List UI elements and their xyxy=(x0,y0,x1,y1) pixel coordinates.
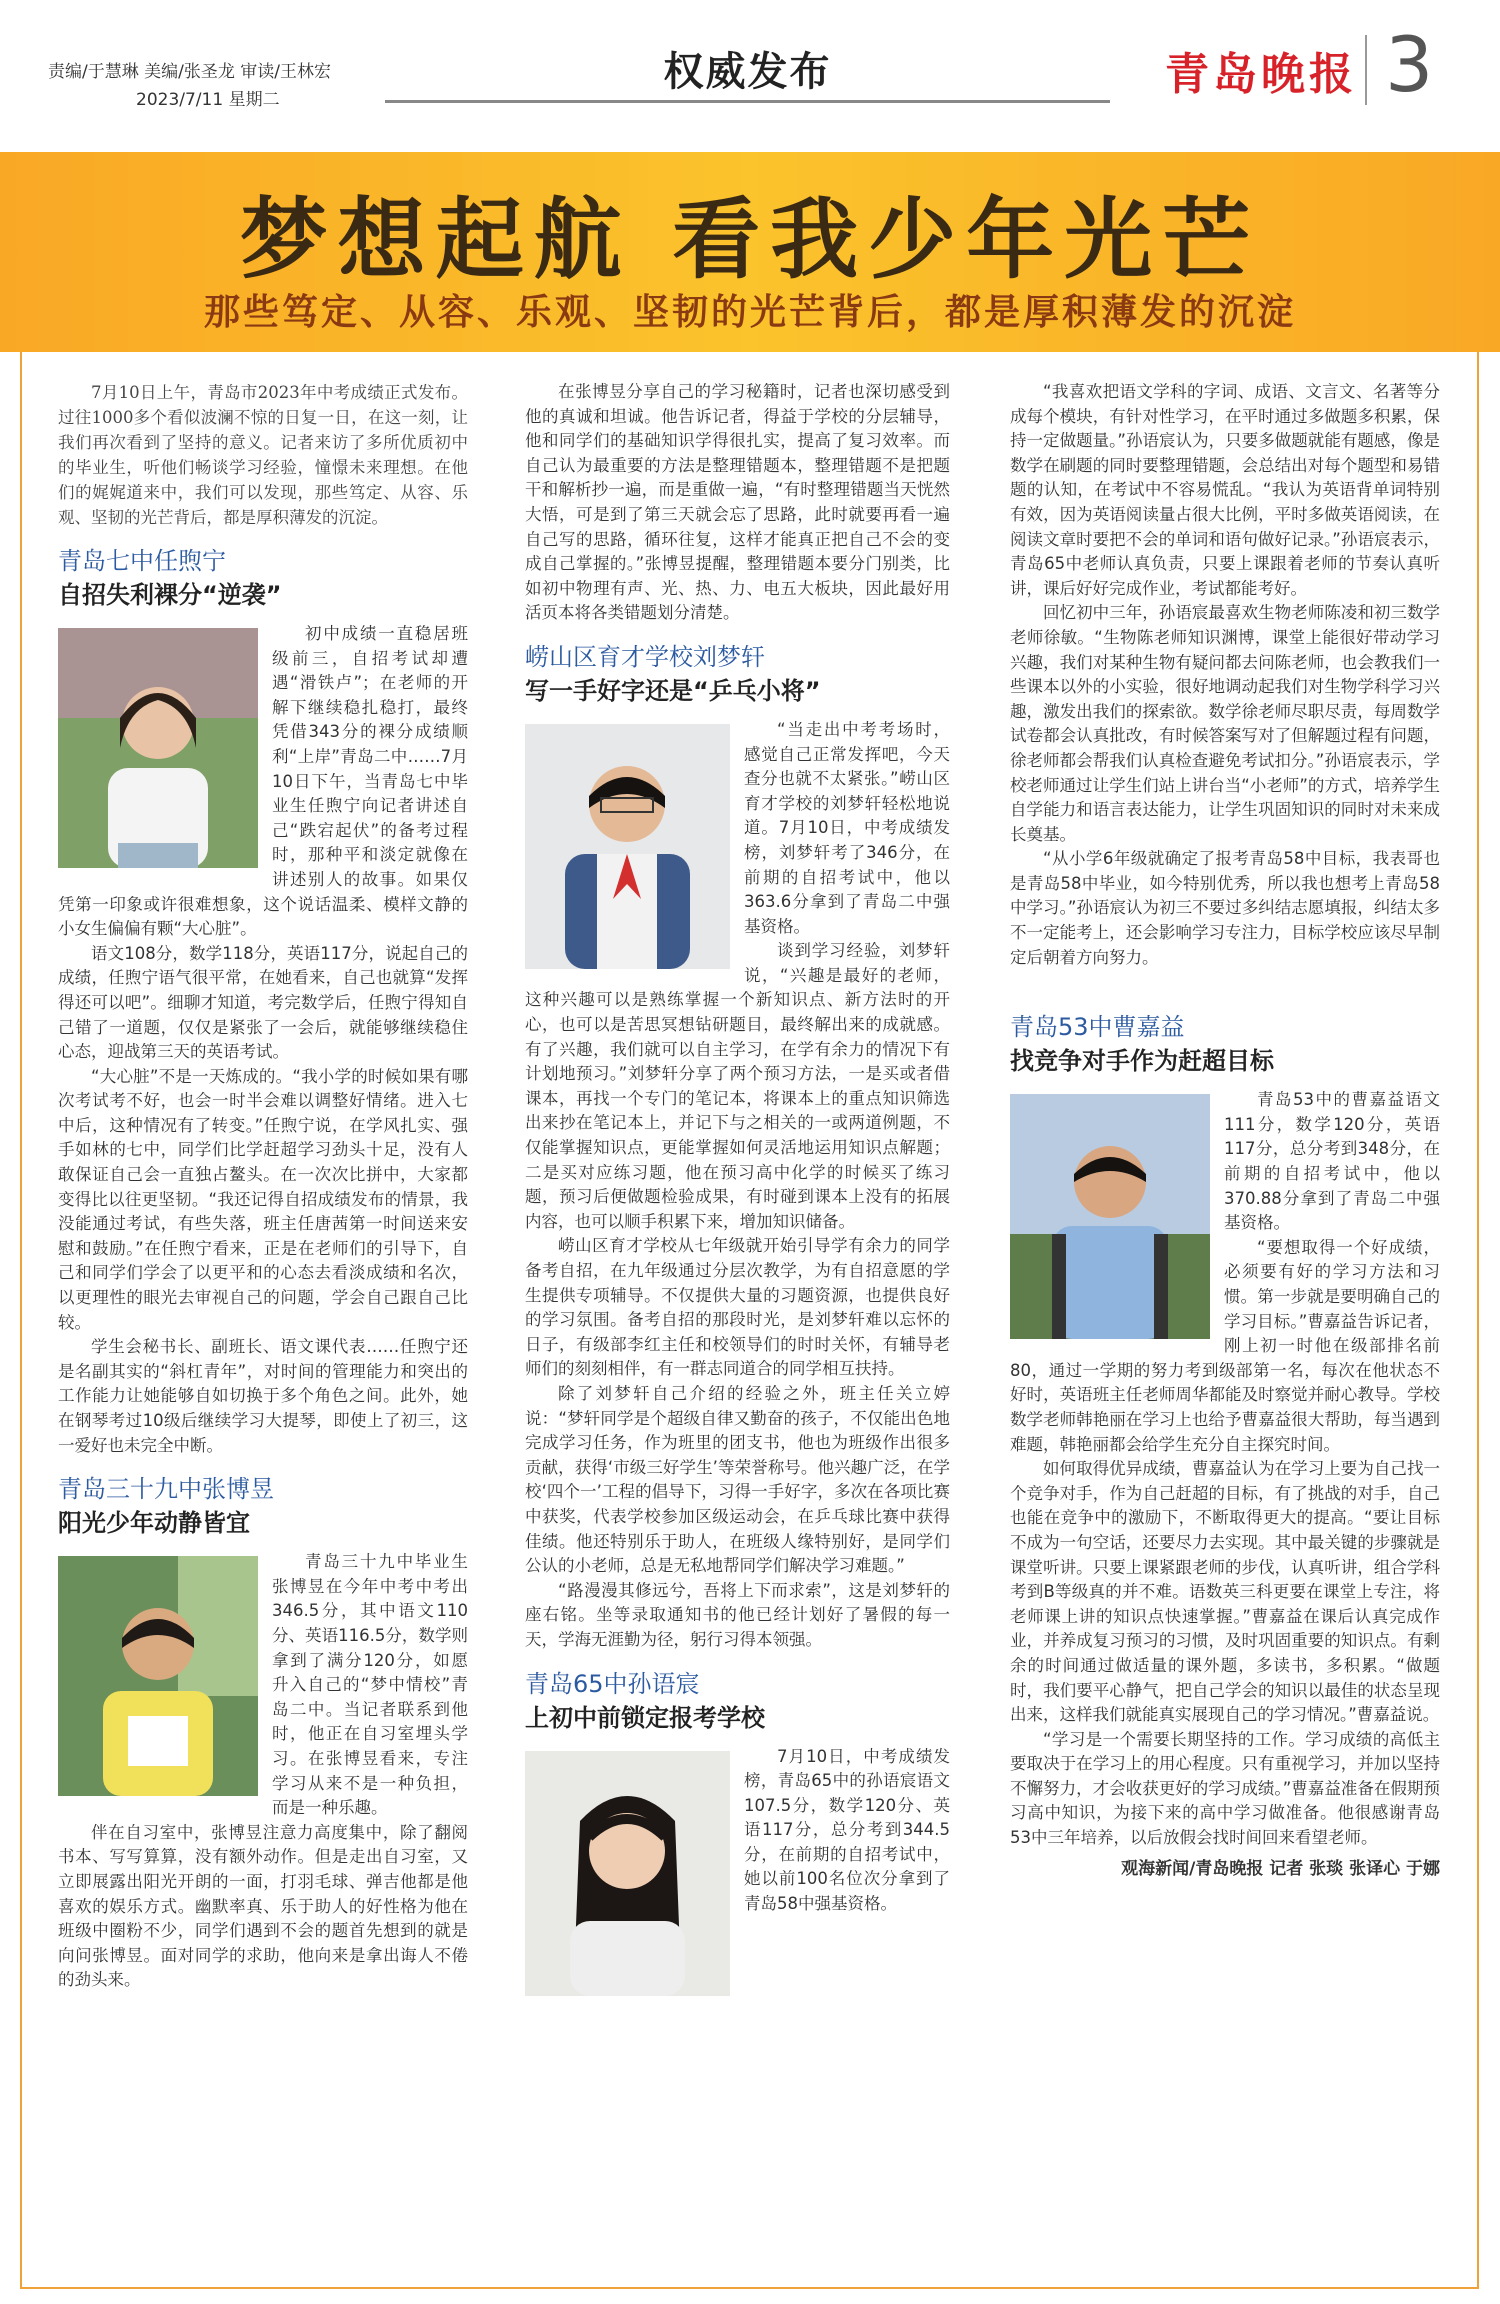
column-3 xyxy=(1010,380,1440,1881)
story-title: 写一手好字还是“乒乓小将” xyxy=(525,676,821,705)
credits-date: 2023/7/11 星期二 xyxy=(136,90,280,110)
story-paragraph: “要想取得一个好成绩，必须要有好的学习方法和习惯。第一步就是要明确自己的学习目标。”曹嘉益告诉记者，刚上初一时他在级部排名前80，通过一学期的努力考到级部第一名，每次在他状态不好时，英语班主任老师周华都能及时察觉并耐心教导。学校数学老师韩艳丽在学习上也给予曹嘉益很大帮助，每当遇到难题，韩艳丽都会给学生充分自主探究时间。 xyxy=(1010,1237,1440,1454)
story-paragraph: 初中成绩一直稳居班级前三，自招考试却遭遇“滑铁卢”；在老师的开解下继续稳扎稳打，最终凭借343分的裸分成绩顺利“上岸”青岛二中……7月10日下午，当青岛七中毕业生任煦宁向记者讲述自己“跌宕起伏”的备考过程时，那种平和淡定就像在讲述别人的故事。如果仅凭第一印象或许很难想象，这个说话温柔、模样文静的小女生偏偏有颗“大心脏”。 xyxy=(58,624,468,939)
story-paragraph: 谈到学习经验，刘梦轩说，“兴趣是最好的老师，这种兴趣可以是熟练掌握一个新知识点、新方法时的开心，也可以是苦思冥想钻研题目，最终解出来的成就感。有了兴趣，我们就可以自主学习，在学有余力的情况下有计划地预习。”刘梦轩分享了两个预习方法，一是买或者借课本，再找一个专门的笔记本，将课本上的重点知识筛选出来抄在笔记本上，并记下与之相关的一或两道例题，不仅能掌握知识点，更能掌握如何灵活地运用知识点解题；二是买对应练习题，他在预习高中化学的时候买了练习题，预习后便做题检验成果，有时碰到课本上没有的拓展内容，也可以顺手积累下来，增加知识储备。 xyxy=(525,941,950,1231)
column-2 xyxy=(525,380,950,2009)
story-paragraph: 青岛53中的曹嘉益语文111分，数学120分，英语117分，总分考到348分，在前期的自招考试中，他以370.88分拿到了青岛二中强基资格。 xyxy=(1224,1090,1440,1233)
student-photo xyxy=(58,1556,258,1804)
story-paragraph: “路漫漫其修远兮，吾将上下而求索”，这是刘梦轩的座右铭。坐等录取通知书的他已经计划好了暑假的每一天，学海无涯勤为径，躬行习得本领强。 xyxy=(525,1580,950,1649)
subheadline: 那些笃定、从容、乐观、坚韧的光芒背后，都是厚积薄发的沉淀 xyxy=(203,292,1296,333)
student-photo xyxy=(525,724,730,977)
headline: 梦想起航 看我少年光芒 xyxy=(239,188,1261,291)
story-school: 青岛53中曹嘉益 xyxy=(1010,1013,1185,1042)
story-heading xyxy=(58,1472,468,1540)
student-photo xyxy=(1010,1094,1210,1347)
page-number: 3 xyxy=(1385,20,1434,109)
story-paragraph: “从小学6年级就确定了报考青岛58中目标，我表哥也是青岛58中毕业，如今特别优秀，所以我也想考上青岛58中学习。”孙语宸认为初三不要过多纠结志愿填报，纠结太多不一定能考上，还会影响学习专注力，目标学校应该尽早制定后朝着方向努力。 xyxy=(1010,849,1440,967)
story-heading xyxy=(525,1667,950,1735)
column-1 xyxy=(58,380,468,1993)
header-divider xyxy=(1365,35,1367,105)
story-paragraph: “当走出中考考场时，感觉自己正常发挥吧，今天查分也就不太紧张。”崂山区育才学校的刘梦轩轻松地说道。7月10日，中考成绩发榜，刘梦轩考了346分，在前期的自招考试中，他以363.6分拿到了青岛二中强基资格。 xyxy=(744,719,950,936)
story-paragraph: 崂山区育才学校从七年级就开始引导学有余力的同学备考自招，在九年级通过分层次教学，为有自招意愿的学生提供专项辅导。不仅提供大量的习题资源，也提供良好的学习氛围。备考自招的那段时光，是刘梦轩难以忘怀的日子，有级部李红主任和校领导们的时时关怀，有辅导老师们的刻刻相伴，有一群志同道合的同学相互扶持。 xyxy=(525,1236,950,1379)
story-paragraph: 伴在自习室中，张博昱注意力高度集中，除了翻阅书本、写写算算，没有额外动作。但是走出自习室，又立即展露出阳光开朗的一面，打羽毛球、弹吉他都是他喜欢的娱乐方式。幽默率真、乐于助人的好性格为他在班级中圈粉不少，同学们遇到不会的题首先想到的就是向问张博昱。面对同学的求助，他向来是拿出诲人不倦的劲头来。 xyxy=(58,1822,468,1990)
story-paragraph: “学习是一个需要长期坚持的工作。学习成绩的高低主要取决于在学习上的用心程度。只有重视学习，并加以坚持不懈努力，才会收获更好的学习成绩。”曹嘉益准备在假期预习高中知识，为接下来的高中学习做准备。他很感谢青岛53中三年培养，以后放假会找时间回来看望老师。 xyxy=(1010,1729,1440,1848)
story-paragraph: “我喜欢把语文学科的字词、成语、文言文、名著等分成每个模块，有针对性学习，在平时通过多做题多积累，保持一定做题量。”孙语宸认为，只要多做题就能有题感，像是数学在刷题的同时要整理错题，会总结出对每个题型和易错题的认知，在考试中不容易慌乱。“我认为英语背单词特别有效，因为英语阅读量占很大比例，平时多做英语阅读，在阅读文章时要把不会的单词和语句做好记录。”孙语宸表示，青岛65中老师认真负责，只要上课跟着老师的节奏认真听讲，课后好好完成作业，考试都能考好。 xyxy=(1010,382,1440,598)
section-title: 权威发布 xyxy=(663,49,832,95)
story-paragraph: 青岛三十九中毕业生张博昱在今年中考中考出346.5分，其中语文110分、英语116.5分，数学则拿到了满分120分，如愿升入自己的“梦中情校”青岛二中。当记者联系到他时，他正在自习室埋头学习。在张博昱看来，专注学习从来不是一种负担，而是一种乐趣。 xyxy=(272,1552,468,1818)
newspaper-logo: 青岛晚报 xyxy=(1165,49,1357,100)
story-paragraph: 学生会秘书长、副班长、语文课代表……任煦宁还是名副其实的“斜杠青年”，对时间的管理能力和突出的工作能力让她能够自如切换于多个角色之间。此外，她在钢琴考过10级后继续学习大提琴，即使上了初三，这一爱好也未完全中断。 xyxy=(58,1337,468,1455)
story-school: 青岛65中孙语宸 xyxy=(525,1669,700,1698)
student-photo xyxy=(525,1751,730,2004)
story-school: 崂山区育才学校刘梦轩 xyxy=(525,642,765,671)
credits xyxy=(48,58,331,114)
intro-paragraph: 7月10日上午，青岛市2023年中考成绩正式发布。过往1000多个看似波澜不惊的日复一日，在这一刻，让我们再次看到了坚持的意义。记者来访了多所优质初中的毕业生，听他们畅谈学习经验，憧憬未来理想。在他们的娓娓道来中，我们可以发现，那些笃定、从容、乐观、坚韧的光芒背后，都是厚积薄发的沉淀。 xyxy=(58,383,468,527)
story-paragraph: “大心脏”不是一天炼成的。“我小学的时候如果有哪次考试考不好，也会一时半会难以调整好情绪。进入七中后，这种情况有了转变。”任煦宁说，在学风扎实、强手如林的七中，同学们比学赶超学习劲头十足，没有人敢保证自己会一直独占鳌头。在一次次比拼中，大家都变得比以往更坚韧。“我还记得自招成绩发布的情景，我没能通过考试，有些失落，班主任唐茜第一时间送来安慰和鼓励。”在任煦宁看来，正是在老师们的引导下，自己和同学们学会了以更平和的心态去看淡成绩和名次，以更理性的眼光去审视自己的问题，学会自己跟自己比较。 xyxy=(58,1066,468,1332)
page-header xyxy=(0,0,1500,135)
story-title: 找竞争对手作为赶超目标 xyxy=(1010,1047,1274,1076)
section-rule xyxy=(385,100,1110,103)
story-school: 青岛三十九中张博昱 xyxy=(58,1475,274,1504)
story-heading xyxy=(1010,1010,1440,1078)
story-title: 阳光少年动静皆宜 xyxy=(58,1509,250,1538)
credits-editors: 责编/于慧琳 美编/张圣龙 审读/王林宏 xyxy=(48,62,331,82)
story-paragraph: 回忆初中三年，孙语宸最喜欢生物老师陈凌和初三数学老师徐敏。“生物陈老师知识渊博，课堂上能很好带动学习兴趣，我们对某种生物有疑问都去问陈老师，也会教我们一些课本以外的小实验，很好地调动起我们对生物学科学习兴趣，激发出我们的探索欲。数学徐老师尽职尽责，每周数学试卷都会认真批改，有时候答案写对了但解题过程有问题，徐老师都会帮我们认真检查避免考试扣分。”孙语宸表示，学校老师通过让学生们站上讲台当“小老师”的方式，培养学生自学能力和语言表达能力，让学生巩固知识的同时对未来成长奠基。 xyxy=(1010,603,1440,844)
story-heading xyxy=(525,640,950,708)
headline-banner xyxy=(0,152,1500,352)
story-title: 自招失利裸分“逆袭” xyxy=(58,581,282,609)
story-school: 青岛七中任煦宁 xyxy=(58,547,226,575)
student-photo xyxy=(58,628,258,876)
story-title: 上初中前锁定报考学校 xyxy=(525,1703,765,1732)
story-paragraph: 在张博昱分享自己的学习秘籍时，记者也深切感受到他的真诚和坦诚。他告诉记者，得益于学校的分层辅导，他和同学们的基础知识学得很扎实，提高了复习效率。而自己认为最重要的方法是整理错题本，整理错题不是把题干和解析抄一遍，而是重做一遍，“有时整理错题当天恍然大悟，可是到了第三天就会忘了思路，此时就要再看一遍自己写的思路，循环往复，这样才能真正把自己不会的变成自己掌握的。”张博昱提醒，整理错题本要分门别类，比如初中物理有声、光、热、力、电五大板块，因此最好用活页本将各类错题划分清楚。 xyxy=(525,382,950,623)
story-paragraph: 语文108分，数学118分，英语117分，说起自己的成绩，任煦宁语气很平常，在她看来，自己也就算“发挥得还可以吧”。细聊才知道，考完数学后，任煦宁得知自己错了一道题，仅仅是紧张了一会后，就能够继续稳住心态，迎战第三天的英语考试。 xyxy=(58,943,468,1062)
story-paragraph: 如何取得优异成绩，曹嘉益认为在学习上要为自己找一个竞争对手，作为自己赶超的目标，有了挑战的对手，自己也能在竞争中的激励下，不断取得更大的提高。“要让目标不成为一句空话，还要尽力去实现。其中最关键的步骤就是课堂听讲。只要上课紧跟老师的步伐，认真听讲，组合学科考到B等级真的并不难。语数英三科更要在课堂上专注，将老师课上讲的知识点快速掌握。”曹嘉益在课后认真完成作业，并养成复习预习的习惯，及时巩固重要的知识点。有剩余的时间通过做适量的课外题，多读书，多积累。“做题时，我们要平心静气，把自己学会的知识以最佳的状态呈现出来，这样我们就能真实展现自己的学习情况。”曹嘉益说。 xyxy=(1010,1459,1440,1725)
story-paragraph: 7月10日，中考成绩发榜，青岛65中的孙语宸语文107.5分，数学120分、英语117分，总分考到344.5分，在前期的自招考试中，她以前100名位次分拿到了青岛58中强基资格。 xyxy=(744,1746,950,1914)
story-paragraph: 除了刘梦轩自己介绍的经验之外，班主任关立婷说：“梦轩同学是个超级自律又勤奋的孩子，不仅能出色地完成学习任务，作为班里的团支书，他也为班级作出很多贡献，获得‘市级三好学生’等荣誉称号。他兴趣广泛，在学校‘四个一’工程的倡导下，习得一手好字，多次在各项比赛中获奖，代表学校参加区级运动会，在乒乓球比赛中获得佳绩。他还特别乐于助人，在班级人缘特别好，是同学们公认的小老师，总是无私地帮同学们解决学习难题。” xyxy=(525,1383,950,1576)
byline: 观海新闻/青岛晚报 记者 张琰 张译心 于娜 xyxy=(1121,1858,1440,1879)
story-heading xyxy=(58,544,468,612)
